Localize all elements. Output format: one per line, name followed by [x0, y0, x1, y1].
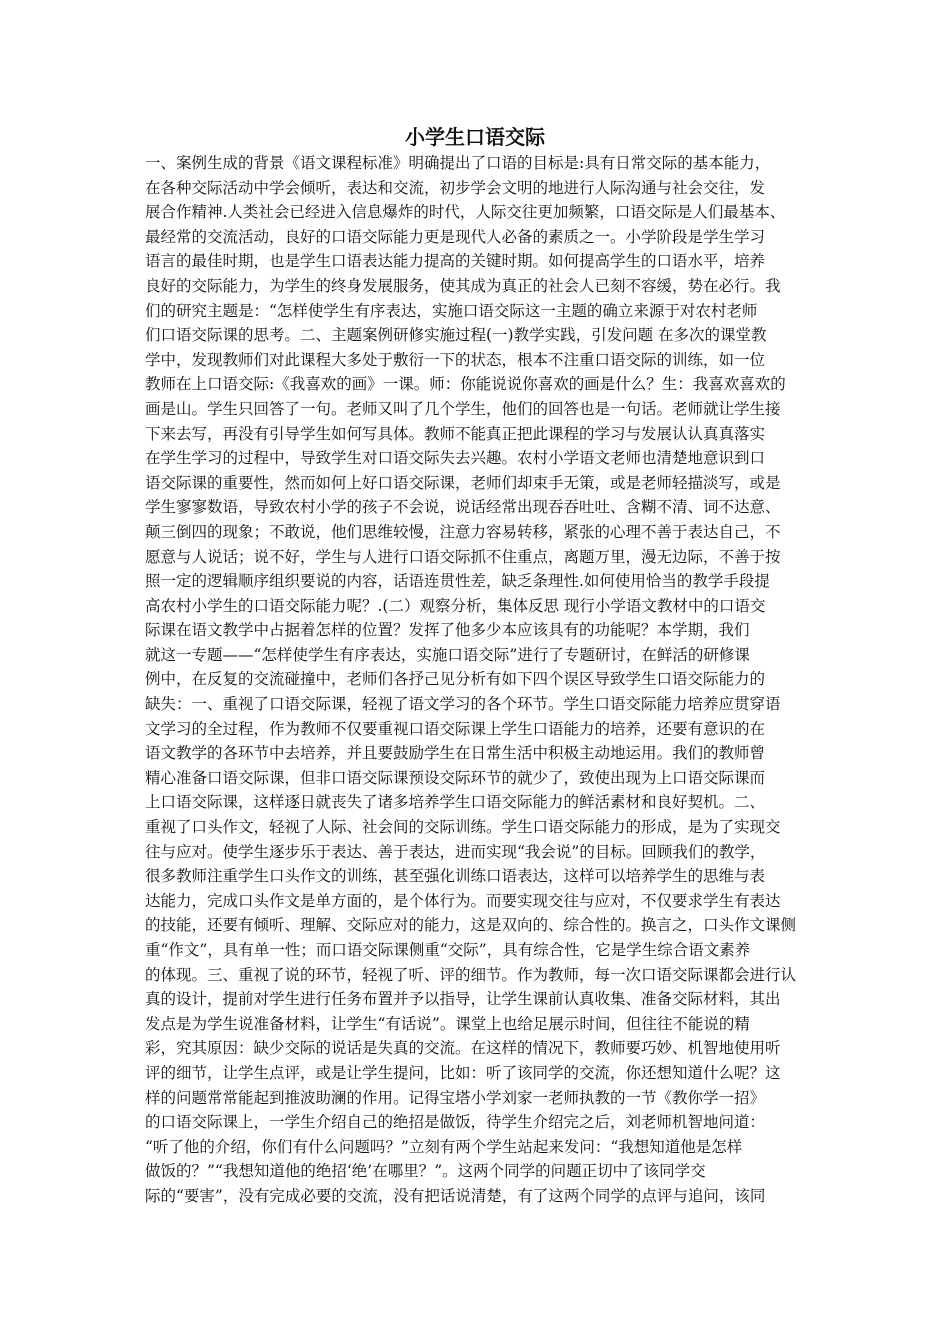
body-line: 学中，发现教师们对此课程大多处于敷衍一下的状态，根本不注重口语交际的训练，如一位 — [145, 350, 766, 369]
body-line: “听了他的介绍，你们有什么问题吗？”立刻有两个学生站起来发问：“我想知道他是怎样 — [145, 1137, 743, 1156]
body-line: 彩，究其原因：缺少交际的说话是失真的交流。在这样的情况下，教师要巧妙、机智地使用听 — [145, 1039, 781, 1058]
body-line: 重“作文”，具有单一性；而口语交际课侧重“交际”，具有综合性，它是学生综合语文素养 — [145, 941, 751, 959]
body-line: 画是山。学生只回答了一句。老师又叫了几个学生，他们的回答也是一句话。老师就让学生接 — [145, 399, 781, 418]
body-line: 做饭的？”“我想知道他的绝招‘绝’在哪里？”。这两个同学的问题正切中了该同学交 — [145, 1162, 706, 1181]
body-line: 就这一专题——“怎样使学生有序表达，实施口语交际”进行了专题研讨，在鲜活的研修课 — [145, 645, 750, 664]
body-line: 良好的交际能力，为学生的终身发展服务，使其成为真正的社会人已刻不容缓，势在必行。我 — [145, 276, 781, 295]
body-line: 发点是为学生说准备材料，让学生“有话说”。课堂上也给足展示时间，但往往不能说的精 — [145, 1014, 750, 1033]
body-line: 评的细节，让学生点评，或是让学生提问，比如：听了该同学的交流，你还想知道什么呢？这 — [145, 1063, 781, 1082]
body-line: 的技能，还要有倾听、理解、交际应对的能力，这是双向的、综合性的。换言之，口头作文课侧 — [145, 916, 797, 935]
body-line: 语交际课的重要性，然而如何上好口语交际课，老师们却束手无策，或是老师轻描淡写，或是 — [145, 473, 781, 492]
body-line: 往与应对。使学生逐步乐于表达、善于表达，进而实现“我会说”的目标。回顾我们的教学， — [145, 842, 766, 861]
body-line: 文学习的全过程，作为教师不仅要重视口语交际课上学生口语能力的培养，还要有意识的在 — [145, 719, 766, 738]
body-line: 一、案例生成的背景《语文课程标准》明确提出了口语的目标是:具有日常交际的基本能力， — [145, 154, 771, 172]
body-line: 最经常的交流活动，良好的口语交际能力更是现代人必备的素质之一。小学阶段是学生学习 — [145, 227, 766, 246]
body-line: 际课在语文教学中占据着怎样的位置？发挥了他多少本应该具有的功能呢？本学期，我们 — [145, 621, 750, 640]
body-line: 教师在上口语交际:《我喜欢的画》一课。师：你能说说你喜欢的画是什么？生：我喜欢喜欢的 — [145, 375, 786, 394]
body-line: 精心准备口语交际课，但非口语交际课预设交际环节的就少了，致使出现为上口语交际课而 — [145, 768, 766, 787]
body-line: 际的“要害”，没有完成必要的交流，没有把话说清楚，有了这两个同学的点评与追问，该同 — [145, 1186, 766, 1205]
body-line: 展合作精神.人类社会已经进入信息爆炸的时代，人际交往更加频繁，口语交际是人们最基本、 — [145, 203, 786, 222]
body-line: 重视了口头作文，轻视了人际、社会间的交际训练。学生口语交际能力的形成，是为了实现交 — [145, 818, 781, 837]
body-line: 在各种交际活动中学会倾听，表达和交流，初步学会文明的地进行人际沟通与社会交往，发 — [145, 178, 766, 197]
body-line: 缺失：一、重视了口语交际课，轻视了语文学习的各个环节。学生口语交际能力培养应贯穿语 — [145, 695, 781, 714]
body-line: 下来去写，再没有引导学生如何写具体。教师不能真正把此课程的学习与发展认认真真落实 — [145, 424, 766, 443]
body-line: 的口语交际课上，一学生介绍自己的绝招是做饭，待学生介绍完之后，刘老师机智地问道： — [145, 1113, 766, 1132]
body-line: 达能力，完成口头作文是单方面的，是个体行为。而要实现交往与应对，不仅要求学生有表达 — [145, 891, 781, 910]
body-line: 们的研究主题是：“怎样使学生有序表达，实施口语交际这一主题的确立来源于对农村老师 — [145, 301, 758, 320]
body-line: 很多教师注重学生口头作文的训练，甚至强化训练口语表达，这样可以培养学生的思维与表 — [145, 867, 766, 886]
document-title: 小学生口语交际 — [405, 125, 545, 149]
document-page — [145, 123, 805, 1209]
document-body — [145, 151, 805, 1209]
body-line: 的体现。三、重视了说的环节，轻视了听、评的细节。作为教师，每一次口语交际课都会进行认 — [145, 965, 797, 984]
body-line: 真的设计，提前对学生进行任务布置并予以指导，让学生课前认真收集、准备交际材料，其出 — [145, 990, 781, 1009]
body-line: 照一定的逻辑顺序组织要说的内容，话语连贯性差，缺乏条理性.如何使用恰当的教学手段提 — [145, 572, 770, 591]
body-line: 学生寥寥数语，导致农村小学的孩子不会说，说话经常出现吞吞吐吐、含糊不清、词不达意、 — [145, 498, 781, 517]
body-line: 例中，在反复的交流碰撞中，老师们各抒己见分析有如下四个误区导致学生口语交际能力的 — [145, 670, 766, 689]
body-line: 高农村小学生的口语交际能力呢？.(二）观察分析，集体反思 现行小学语文教材中的口语交 — [145, 596, 766, 615]
body-line: 上口语交际课，这样逐日就丧失了诸多培养学生口语交际能力的鲜活素材和良好契机。二、 — [145, 793, 766, 812]
body-line: 在学生学习的过程中，导致学生对口语交际失去兴趣。农村小学语文老师也清楚地意识到口 — [145, 449, 766, 468]
body-line: 们口语交际课的思考。二、主题案例研修实施过程(一)教学实践，引发问题 在多次的课堂教 — [145, 326, 767, 345]
body-line: 样的问题常常能起到推波助澜的作用。记得宝塔小学刘家一老师执教的一节《教你学一招》 — [145, 1088, 766, 1107]
body-line: 愿意与人说话；说不好，学生与人进行口语交际抓不住重点，离题万里，漫无边际，不善于按 — [145, 547, 781, 566]
body-line: 语文教学的各环节中去培养，并且要鼓励学生在日常生活中积极主动地运用。我们的教师曾 — [145, 744, 766, 763]
body-line: 颠三倒四的现象；不敢说，他们思维较慢，注意力容易转移，紧张的心理不善于表达自己，不 — [145, 522, 781, 541]
body-line: 语言的最佳时期，也是学生口语表达能力提高的关键时期。如何提高学生的口语水平，培养 — [145, 252, 766, 271]
